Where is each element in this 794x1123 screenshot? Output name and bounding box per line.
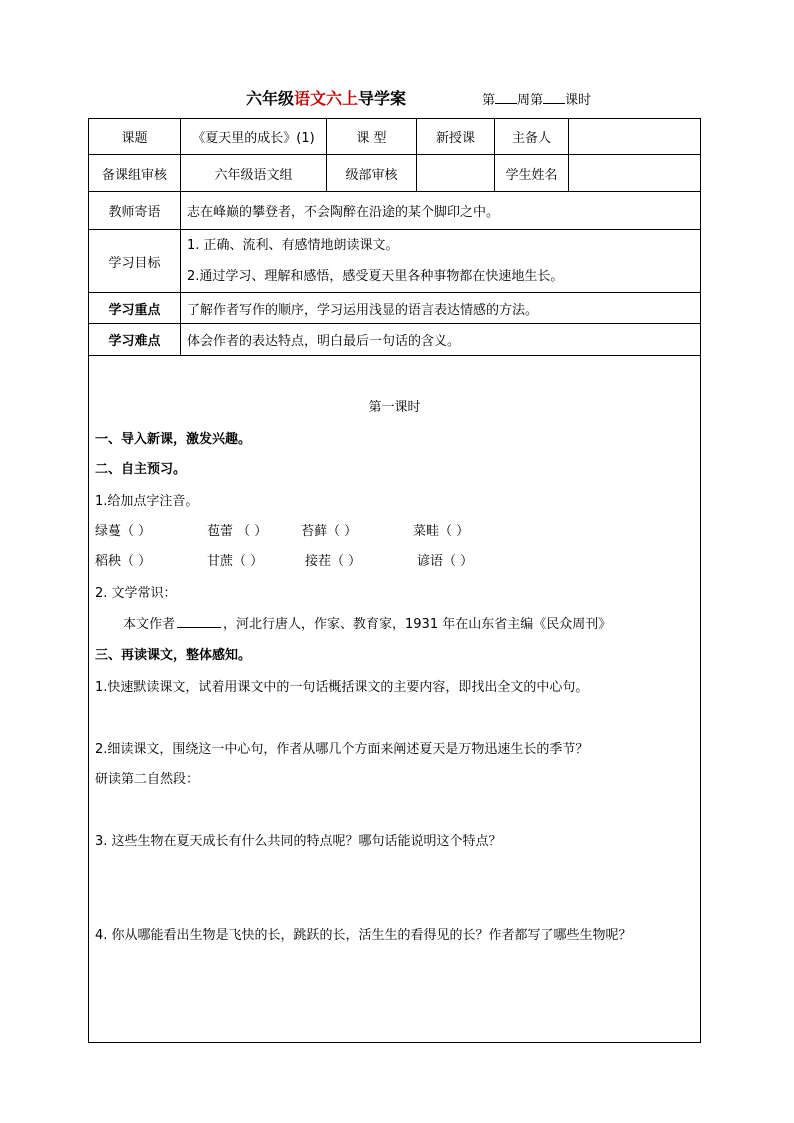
- question-pinyin: 1.给加点字注音。: [95, 494, 199, 509]
- goals-label: 学习目标: [89, 230, 181, 293]
- author-blank[interactable]: [177, 615, 221, 628]
- reread-question-3: 3. 这些生物在夏天成长有什么共同的特点呢？哪句话能说明这个特点？: [95, 834, 502, 849]
- week-number-blank[interactable]: [495, 90, 517, 104]
- type-value: 新授课: [417, 119, 495, 155]
- author-prefix: 本文作者: [123, 617, 176, 632]
- reread-question-2: 2.细读课文，围绕这一中心句，作者从哪几个方面来阐述夏天是万物迅速生长的季节？: [95, 742, 589, 757]
- goal-item: 1. 正确、流利、有感情地朗读课文。: [187, 238, 399, 253]
- row-review: [89, 155, 701, 192]
- review-label: 备课组审核: [89, 155, 181, 192]
- dept-value[interactable]: [417, 155, 495, 192]
- author-suffix: ，河北行唐人，作家、教育家，1931 年在山东省主编《民众周刊》: [223, 617, 612, 632]
- lesson-heading: 第一课时: [368, 400, 421, 415]
- pinyin-item[interactable]: 苞蕾 （ ）: [207, 524, 268, 539]
- type-label: 课 型: [327, 119, 417, 155]
- goal-item: 2.通过学习、理解和感悟，感受夏天里各种事物都在快速地生长。: [187, 269, 564, 284]
- title-type: 导学案: [358, 89, 407, 108]
- week-prefix: 第: [482, 93, 496, 108]
- dept-label: 级部审核: [327, 155, 417, 192]
- student-value[interactable]: [569, 155, 701, 192]
- section-reread: 三、再读课文，整体感知。: [95, 648, 252, 663]
- section-intro: 一、导入新课，激发兴趣。: [95, 432, 252, 447]
- row-difficulty: [89, 324, 701, 356]
- pinyin-item[interactable]: 绿蔓（ ）: [95, 524, 152, 539]
- pinyin-item[interactable]: 谚语（ ）: [417, 554, 474, 569]
- week-period-line: [482, 89, 591, 108]
- pinyin-item[interactable]: 菜畦（ ）: [413, 524, 470, 539]
- difficulty-label: 学习难点: [89, 324, 181, 356]
- reread-question-4: 4. 你从哪能看出生物是飞快的长，跳跃的长，活生生的看得见的长？作者都写了哪些生物呢？: [95, 928, 632, 943]
- goals-list: [181, 230, 701, 293]
- topic-value: 《夏天里的成长》(1): [181, 119, 327, 155]
- lesson-body: [89, 356, 701, 1043]
- focus-label: 学习重点: [89, 293, 181, 324]
- pinyin-item[interactable]: 苔藓（ ）: [301, 524, 358, 539]
- topic-label: 课题: [89, 119, 181, 155]
- row-motto: [89, 192, 701, 230]
- preparer-label: 主备人: [495, 119, 569, 155]
- row-topic: [89, 119, 701, 155]
- motto-label: 教师寄语: [89, 192, 181, 230]
- reread-paragraph-2: 研读第二自然段：: [95, 772, 200, 787]
- reread-question-1: 1.快速默读课文，试着用课文中的一句话概括课文的主要内容，即找出全文的中心句。: [95, 680, 589, 695]
- title-subject: 语文六上: [294, 89, 359, 108]
- motto-value: 志在峰巅的攀登者，不会陶醉在沿途的某个脚印之中。: [181, 192, 701, 230]
- lesson-plan-table: [88, 118, 701, 1043]
- question-literature: 2. 文学常识：: [95, 586, 177, 601]
- preparer-value[interactable]: [569, 119, 701, 155]
- row-focus: [89, 293, 701, 324]
- week-mid: 周第: [517, 93, 544, 108]
- row-lesson-body: [89, 356, 701, 1043]
- document-header: [0, 86, 794, 110]
- period-number-blank[interactable]: [543, 90, 565, 104]
- student-label: 学生姓名: [495, 155, 569, 192]
- pinyin-item[interactable]: 甘蔗（ ）: [207, 554, 264, 569]
- review-value: 六年级语文组: [181, 155, 327, 192]
- focus-value: 了解作者写作的顺序，学习运用浅显的语言表达情感的方法。: [181, 293, 701, 324]
- week-suffix: 课时: [565, 93, 592, 108]
- page-title: [246, 86, 406, 109]
- pinyin-item[interactable]: 接茬（ ）: [305, 554, 362, 569]
- row-goals: [89, 230, 701, 293]
- author-fill-line: [123, 613, 611, 632]
- title-grade: 六年级: [246, 89, 295, 108]
- pinyin-item[interactable]: 稻秧（ ）: [95, 554, 152, 569]
- difficulty-value: 体会作者的表达特点，明白最后一句话的含义。: [181, 324, 701, 356]
- section-preview: 二、自主预习。: [95, 462, 187, 477]
